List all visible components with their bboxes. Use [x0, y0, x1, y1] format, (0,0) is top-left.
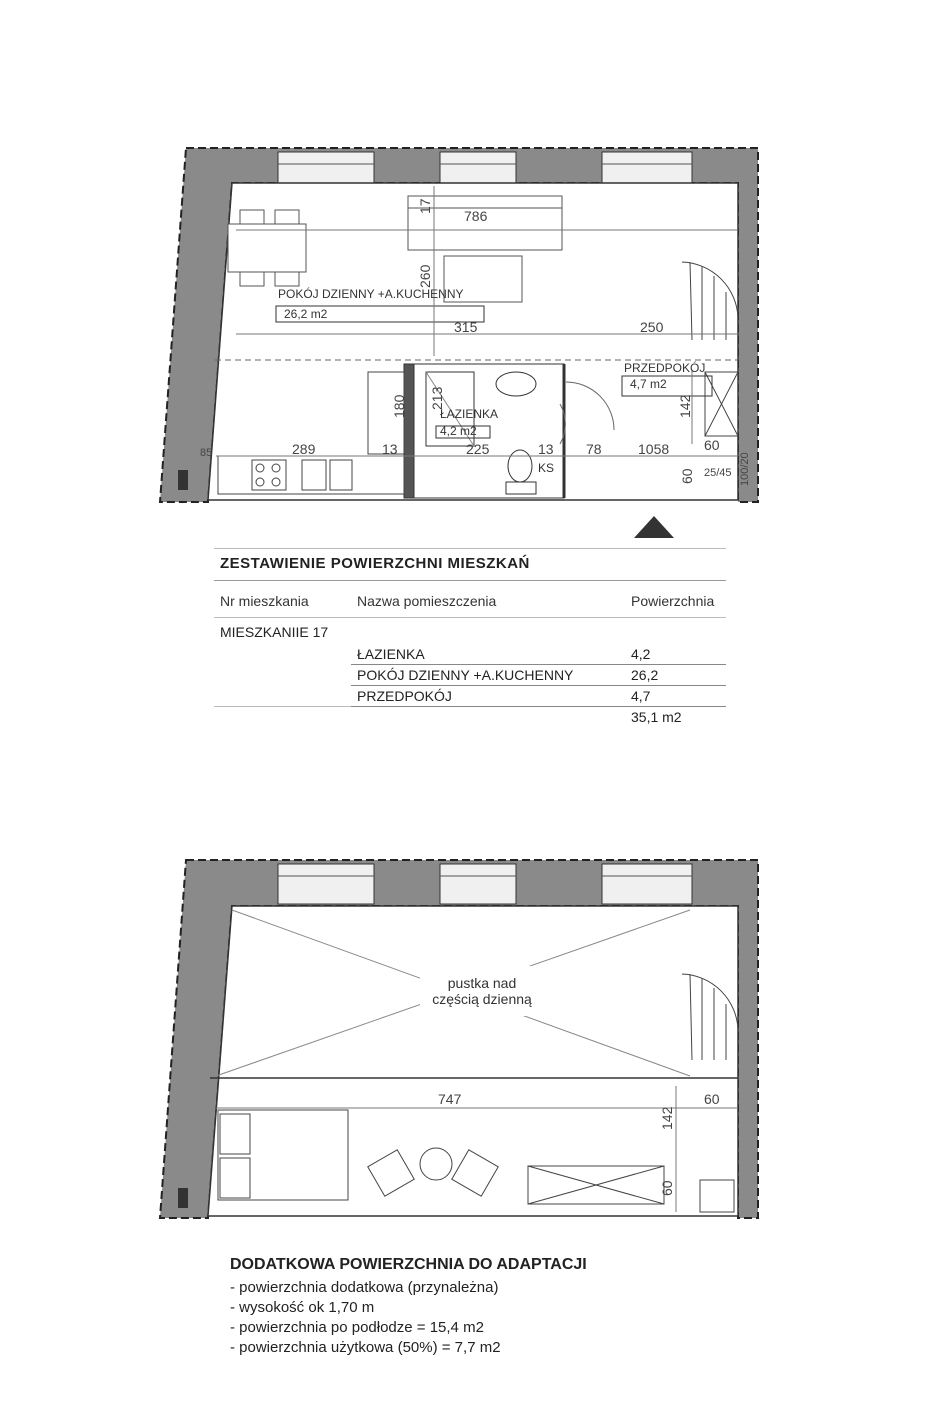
notes-line: - powierzchnia po podłodze = 15,4 m2 [230, 1319, 484, 1336]
bed [218, 1110, 348, 1200]
room-label-hall: PRZEDPOKÓJ [624, 361, 706, 375]
col-header-nr: Nr mieszkania [214, 581, 351, 618]
dim-213: 213 [429, 386, 445, 410]
notes-line: - wysokość ok 1,70 m [230, 1299, 375, 1316]
room-area-bath: 4,2 m2 [440, 424, 477, 438]
room-area: 4,7 [625, 686, 726, 707]
room-area: 4,2 [625, 644, 726, 665]
room-label-bath: ŁAZIENKA [440, 407, 499, 421]
dim-225: 225 [466, 441, 490, 457]
dim-13a: 13 [382, 441, 398, 457]
room-name: POKÓJ DZIENNY +A.KUCHENNY [351, 665, 625, 686]
area-summary [214, 548, 726, 731]
dim-747: 747 [438, 1091, 462, 1107]
col-header-area: Powierzchnia [625, 581, 726, 618]
dim-1058: 1058 [638, 441, 670, 457]
notes-line: - powierzchnia dodatkowa (przynależna) [230, 1279, 499, 1296]
total-row [214, 707, 726, 732]
room-area-hall: 4,7 m2 [630, 377, 667, 391]
floor-plan-lower [0, 0, 940, 545]
table-row [214, 686, 726, 707]
dim-60-upper-b: 60 [659, 1180, 675, 1196]
dim-142: 142 [677, 394, 693, 418]
entrance-arrow-icon [634, 516, 674, 538]
dim-100-20: 100/20 [739, 452, 751, 486]
table-row [214, 665, 726, 686]
dim-250: 250 [640, 319, 664, 335]
room-name: ŁAZIENKA [351, 644, 625, 665]
room-label-living: POKÓJ DZIENNY +A.KUCHENNY [278, 287, 464, 301]
notes-line: - powierzchnia użytkowa (50%) = 7,7 m2 [230, 1339, 501, 1356]
summary-title: ZESTAWIENIE POWIERZCHNI MIESZKAŃ [214, 548, 726, 581]
dim-13b: 13 [538, 441, 554, 457]
dim-180: 180 [391, 394, 407, 418]
room-name: PRZEDPOKÓJ [351, 686, 625, 707]
floor-plan-upper [0, 850, 940, 1250]
room-area: 26,2 [625, 665, 726, 686]
apartment-label: MIESZKANIIE 17 [220, 624, 329, 640]
total-area: 35,1 m2 [625, 707, 726, 732]
dim-142-upper: 142 [659, 1106, 675, 1130]
apartment-row [214, 618, 726, 645]
dim-260: 260 [417, 264, 433, 288]
dim-60b: 60 [679, 468, 695, 484]
room-area-living: 26,2 m2 [284, 307, 328, 321]
dim-78: 78 [586, 441, 602, 457]
dim-85: 85 [200, 447, 213, 459]
void-label-1: pustka nad [447, 975, 517, 991]
dim-60-upper-a: 60 [704, 1091, 720, 1107]
additional-area-notes [230, 1256, 726, 1358]
dim-17: 17 [417, 198, 433, 214]
dim-315: 315 [454, 319, 478, 335]
notes-title: DODATKOWA POWIERZCHNIA DO ADAPTACJI [230, 1256, 587, 1273]
table-row [214, 644, 726, 665]
dim-786: 786 [464, 208, 488, 224]
dim-289: 289 [292, 441, 316, 457]
dim-25-45: 25/45 [704, 467, 732, 479]
dim-60a: 60 [704, 437, 720, 453]
summary-table [214, 581, 726, 731]
col-header-name: Nazwa pomieszczenia [351, 581, 625, 618]
summary-header-row [214, 581, 726, 618]
void-label-2: częścią dzienną [432, 991, 532, 1007]
ks-label: KS [538, 461, 555, 475]
